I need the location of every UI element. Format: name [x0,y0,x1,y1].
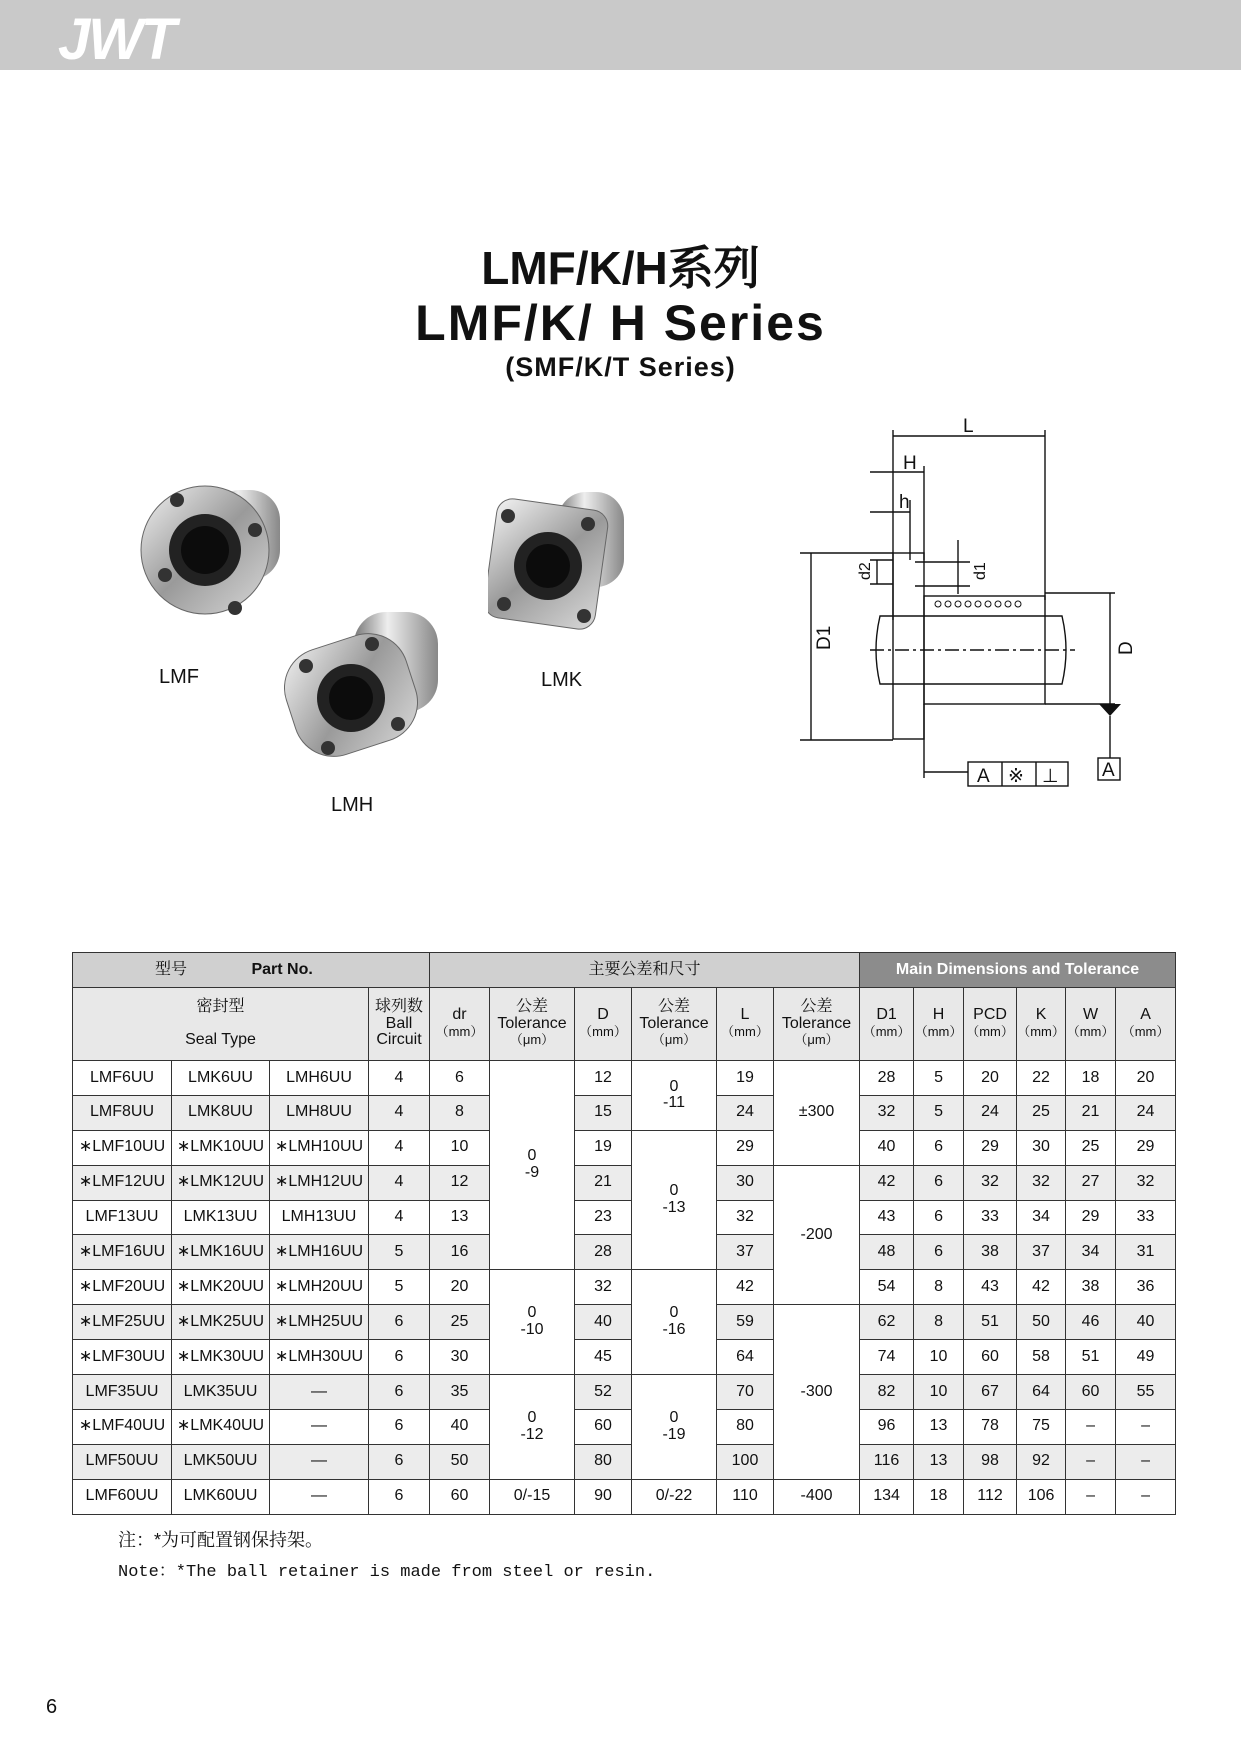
table-cell: 50 [1017,1305,1066,1340]
table-cell: 31 [1116,1235,1176,1270]
table-cell: 18 [914,1479,964,1514]
tol-dr-cell: 0 -12 [490,1375,575,1480]
table-cell: 30 [717,1165,774,1200]
table-cell: ∗LMF12UU [73,1165,172,1200]
table-cell: 27 [1066,1165,1116,1200]
table-cell: ∗LMF25UU [73,1305,172,1340]
table-cell: LMF60UU [73,1479,172,1514]
table-cell: ∗LMH20UU [270,1270,369,1305]
table-cell: 19 [575,1130,632,1165]
ref-A-label: A [977,766,990,787]
table-cell: 59 [717,1305,774,1340]
table-cell: 64 [1017,1375,1066,1410]
table-cell: 40 [1116,1305,1176,1340]
table-cell: 67 [964,1375,1017,1410]
label-lmk: LMK [541,669,583,691]
table-cell: 60 [1066,1375,1116,1410]
dim-D-label: D [1116,641,1137,655]
table-cell: ∗LMF40UU [73,1409,172,1444]
table-cell: 50 [430,1444,490,1479]
dim-H-label: H [903,453,917,474]
table-cell: 6 [369,1444,430,1479]
table-cell: – [1116,1444,1176,1479]
label-lmf: LMF [159,666,199,688]
table-cell: 40 [860,1130,914,1165]
table-cell: ∗LMH25UU [270,1305,369,1340]
table-cell: 12 [430,1165,490,1200]
table-cell: 6 [914,1130,964,1165]
band-main-cn: 主要公差和尺寸 [430,953,860,988]
table-cell: 70 [717,1375,774,1410]
table-cell: 40 [575,1305,632,1340]
table-cell: 52 [575,1375,632,1410]
header-D: D （mm） [575,988,632,1061]
lmh-bearing-image [284,606,460,774]
table-cell: 43 [964,1270,1017,1305]
table-cell: 19 [717,1061,774,1096]
table-cell: LMF13UU [73,1200,172,1235]
table-cell: LMH6UU [270,1061,369,1096]
table-cell: ∗LMK40UU [172,1409,270,1444]
tol-L-cell: -300 [774,1305,860,1479]
table-cell: 38 [964,1235,1017,1270]
table-cell: LMF35UU [73,1375,172,1410]
table-cell: — [270,1479,369,1514]
table-cell: 16 [430,1235,490,1270]
table-row [73,1200,1176,1235]
table-cell: 30 [1017,1130,1066,1165]
table-cell: 15 [575,1095,632,1130]
table-cell: 92 [1017,1444,1066,1479]
table-cell: LMK35UU [172,1375,270,1410]
table-cell: 55 [1116,1375,1176,1410]
table-cell: 35 [430,1375,490,1410]
table-cell: 32 [717,1200,774,1235]
dim-h-label: h [899,492,910,513]
table-cell: 13 [914,1409,964,1444]
table-cell: 6 [914,1235,964,1270]
table-cell: 8 [430,1095,490,1130]
table-cell: 10 [430,1130,490,1165]
lmf-bearing-image [140,470,300,630]
tol-D-cell: 0 -13 [632,1130,717,1270]
table-cell: 96 [860,1409,914,1444]
tol-dr-cell: 0 -9 [490,1061,575,1270]
table-cell: 80 [575,1444,632,1479]
lmk-bearing-image [488,484,638,644]
title-chinese: LMF/K/H系列 [481,242,760,294]
perpendicular-symbol: ⊥ [1042,766,1059,787]
title-subtitle: (SMF/K/T Series) [505,352,736,382]
header-W: W （mm） [1066,988,1116,1061]
table-cell: 78 [964,1409,1017,1444]
table-cell: LMF8UU [73,1095,172,1130]
table-cell: 13 [430,1200,490,1235]
table-cell: 43 [860,1200,914,1235]
table-cell: 32 [860,1095,914,1130]
table-cell: LMK60UU [172,1479,270,1514]
table-cell: 60 [575,1409,632,1444]
specification-table [72,952,1176,1515]
table-cell: 54 [860,1270,914,1305]
table-cell: 90 [575,1479,632,1514]
table-cell: ∗LMK30UU [172,1340,270,1375]
table-cell: 38 [1066,1270,1116,1305]
table-cell: 34 [1066,1235,1116,1270]
table-cell: ∗LMK25UU [172,1305,270,1340]
dimension-diagram [800,410,1140,800]
tol-L-cell: ±300 [774,1061,860,1166]
parallel-symbol: ※ [1008,766,1024,787]
table-cell: 28 [575,1235,632,1270]
table-cell: 60 [964,1340,1017,1375]
table-cell: 32 [1116,1165,1176,1200]
table-row [73,1061,1176,1096]
table-cell: 4 [369,1130,430,1165]
table-cell: 23 [575,1200,632,1235]
header-L-tolerance: 公差 Tolerance （μm） [774,988,860,1061]
table-cell: LMF50UU [73,1444,172,1479]
table-cell: 4 [369,1095,430,1130]
brand-logo: JWT [58,7,175,72]
table-cell: LMK13UU [172,1200,270,1235]
table-cell: 21 [1066,1095,1116,1130]
table-cell: 6 [369,1340,430,1375]
table-cell: LMF6UU [73,1061,172,1096]
table-cell: ∗LMH16UU [270,1235,369,1270]
band-main-en: Main Dimensions and Tolerance [860,953,1176,988]
label-lmh: LMH [331,794,374,816]
table-cell: ∗LMF30UU [73,1340,172,1375]
table-cell: — [270,1409,369,1444]
table-cell: 134 [860,1479,914,1514]
table-cell: ∗LMK12UU [172,1165,270,1200]
tol-D-cell: 0/-22 [632,1479,717,1514]
table-cell: 5 [369,1270,430,1305]
table-cell: 32 [1017,1165,1066,1200]
tol-L-cell: -200 [774,1165,860,1305]
table-cell: 62 [860,1305,914,1340]
header-D-tolerance: 公差 Tolerance （μm） [632,988,717,1061]
table-cell: 8 [914,1305,964,1340]
table-cell: 51 [1066,1340,1116,1375]
table-cell: 25 [430,1305,490,1340]
table-cell: 20 [430,1270,490,1305]
table-cell: ∗LMF10UU [73,1130,172,1165]
table-cell: 45 [575,1340,632,1375]
header-bar [0,0,1241,70]
tol-D-cell: 0 -16 [632,1270,717,1375]
table-cell: 36 [1116,1270,1176,1305]
table-cell: 42 [860,1165,914,1200]
table-cell: ∗LMK20UU [172,1270,270,1305]
table-row [73,1165,1176,1200]
table-row [73,1340,1176,1375]
table-cell: ∗LMK16UU [172,1235,270,1270]
table-cell: 6 [369,1375,430,1410]
table-cell: 10 [914,1340,964,1375]
table-cell: — [270,1375,369,1410]
table-cell: 37 [717,1235,774,1270]
header-L: L （mm） [717,988,774,1061]
table-row [73,1235,1176,1270]
header-D1: D1 （mm） [860,988,914,1061]
table-cell: 22 [1017,1061,1066,1096]
table-cell: 74 [860,1340,914,1375]
table-row [73,1095,1176,1130]
header-PCD: PCD （mm） [964,988,1017,1061]
table-cell: 25 [1017,1095,1066,1130]
table-cell: 33 [964,1200,1017,1235]
band-part-cn: 型号 [155,960,188,978]
dim-d1-label: d1 [972,562,989,580]
table-cell: 6 [369,1409,430,1444]
table-cell: LMK8UU [172,1095,270,1130]
table-cell: 5 [914,1061,964,1096]
table-cell: 5 [914,1095,964,1130]
datum-A-label: A [1102,760,1115,781]
table-row [73,1479,1176,1514]
table-cell: 46 [1066,1305,1116,1340]
table-row [73,1409,1176,1444]
table-cell: 51 [964,1305,1017,1340]
table-cell: 42 [1017,1270,1066,1305]
table-cell: 20 [1116,1061,1176,1096]
tol-dr-cell: 0 -10 [490,1270,575,1375]
table-cell: 8 [914,1270,964,1305]
table-cell [73,953,430,988]
tol-D-cell: 0 -11 [632,1061,717,1131]
table-cell: – [1066,1479,1116,1514]
table-row [73,1305,1176,1340]
table-cell: — [270,1444,369,1479]
table-cell: LMK50UU [172,1444,270,1479]
table-cell: – [1116,1409,1176,1444]
table-cell: 106 [1017,1479,1066,1514]
table-cell: – [1066,1409,1116,1444]
table-row [73,1130,1176,1165]
table-cell: LMH8UU [270,1095,369,1130]
table-cell: 32 [964,1165,1017,1200]
table-cell: ∗LMK10UU [172,1130,270,1165]
table-cell: 28 [860,1061,914,1096]
table-cell: 34 [1017,1200,1066,1235]
note-english: Note：*The ball retainer is made from steel or resin. [118,1563,656,1582]
footnotes [118,1526,655,1582]
table-cell: 64 [717,1340,774,1375]
table-cell: 4 [369,1061,430,1096]
table-cell: 25 [1066,1130,1116,1165]
table-cell: 24 [964,1095,1017,1130]
table-cell: 6 [430,1061,490,1096]
table-cell: 24 [1116,1095,1176,1130]
table-cell: 4 [369,1200,430,1235]
table-cell: ∗LMH30UU [270,1340,369,1375]
table-cell: 4 [369,1165,430,1200]
table-cell: 30 [430,1340,490,1375]
header-dr: dr （mm） [430,988,490,1061]
table-cell: ∗LMH10UU [270,1130,369,1165]
table-cell: 58 [1017,1340,1066,1375]
note-chinese: 注：*为可配置钢保持架。 [118,1530,324,1550]
table-cell: ∗LMF16UU [73,1235,172,1270]
title-english: LMF/K/ H Series [415,295,826,351]
table-row [73,1375,1176,1410]
table-cell: 100 [717,1444,774,1479]
table-cell: 110 [717,1479,774,1514]
table-cell: 6 [914,1200,964,1235]
header-ball-circuit: 球列数 Ball Circuit [369,988,430,1061]
tol-L-cell: -400 [774,1479,860,1514]
table-row [73,1270,1176,1305]
table-cell: 40 [430,1409,490,1444]
table-cell: 29 [1066,1200,1116,1235]
header-K: K （mm） [1017,988,1066,1061]
page-number: 6 [46,1696,58,1718]
table-cell: 80 [717,1409,774,1444]
table-cell: 21 [575,1165,632,1200]
table-cell: 6 [914,1165,964,1200]
header-dr-tolerance: 公差 Tolerance （μm） [490,988,575,1061]
table-cell: 42 [717,1270,774,1305]
table-cell: 98 [964,1444,1017,1479]
table-cell: – [1066,1444,1116,1479]
dim-D1-label: D1 [814,625,835,650]
header-seal-type: 密封型 Seal Type [73,988,369,1061]
table-cell: 48 [860,1235,914,1270]
table-cell: 24 [717,1095,774,1130]
table-cell: 37 [1017,1235,1066,1270]
table-cell: 49 [1116,1340,1176,1375]
table-cell: 29 [964,1130,1017,1165]
table-cell: LMK6UU [172,1061,270,1096]
tol-dr-cell: 0/-15 [490,1479,575,1514]
table-cell: 32 [575,1270,632,1305]
table-cell: 82 [860,1375,914,1410]
table-cell: ∗LMH12UU [270,1165,369,1200]
tol-D-cell: 0 -19 [632,1375,717,1480]
table-cell: 18 [1066,1061,1116,1096]
table-row [73,1444,1176,1479]
table-cell: 29 [717,1130,774,1165]
table-cell: 33 [1116,1200,1176,1235]
table-cell: 75 [1017,1409,1066,1444]
table-cell: 10 [914,1375,964,1410]
table-cell: 13 [914,1444,964,1479]
dim-d2-label: d2 [857,562,874,580]
table-cell: LMH13UU [270,1200,369,1235]
header-A: A （mm） [1116,988,1176,1061]
table-cell: 6 [369,1305,430,1340]
table-cell: 12 [575,1061,632,1096]
table-cell: 6 [369,1479,430,1514]
header-H: H （mm） [914,988,964,1061]
table-cell: – [1116,1479,1176,1514]
dim-L-label: L [963,416,974,437]
table-cell: 20 [964,1061,1017,1096]
table-cell: 29 [1116,1130,1176,1165]
table-cell: 116 [860,1444,914,1479]
table-cell: 60 [430,1479,490,1514]
table-cell: 5 [369,1235,430,1270]
band-part-en: Part No. [251,960,313,978]
table-cell: ∗LMF20UU [73,1270,172,1305]
table-cell: 112 [964,1479,1017,1514]
